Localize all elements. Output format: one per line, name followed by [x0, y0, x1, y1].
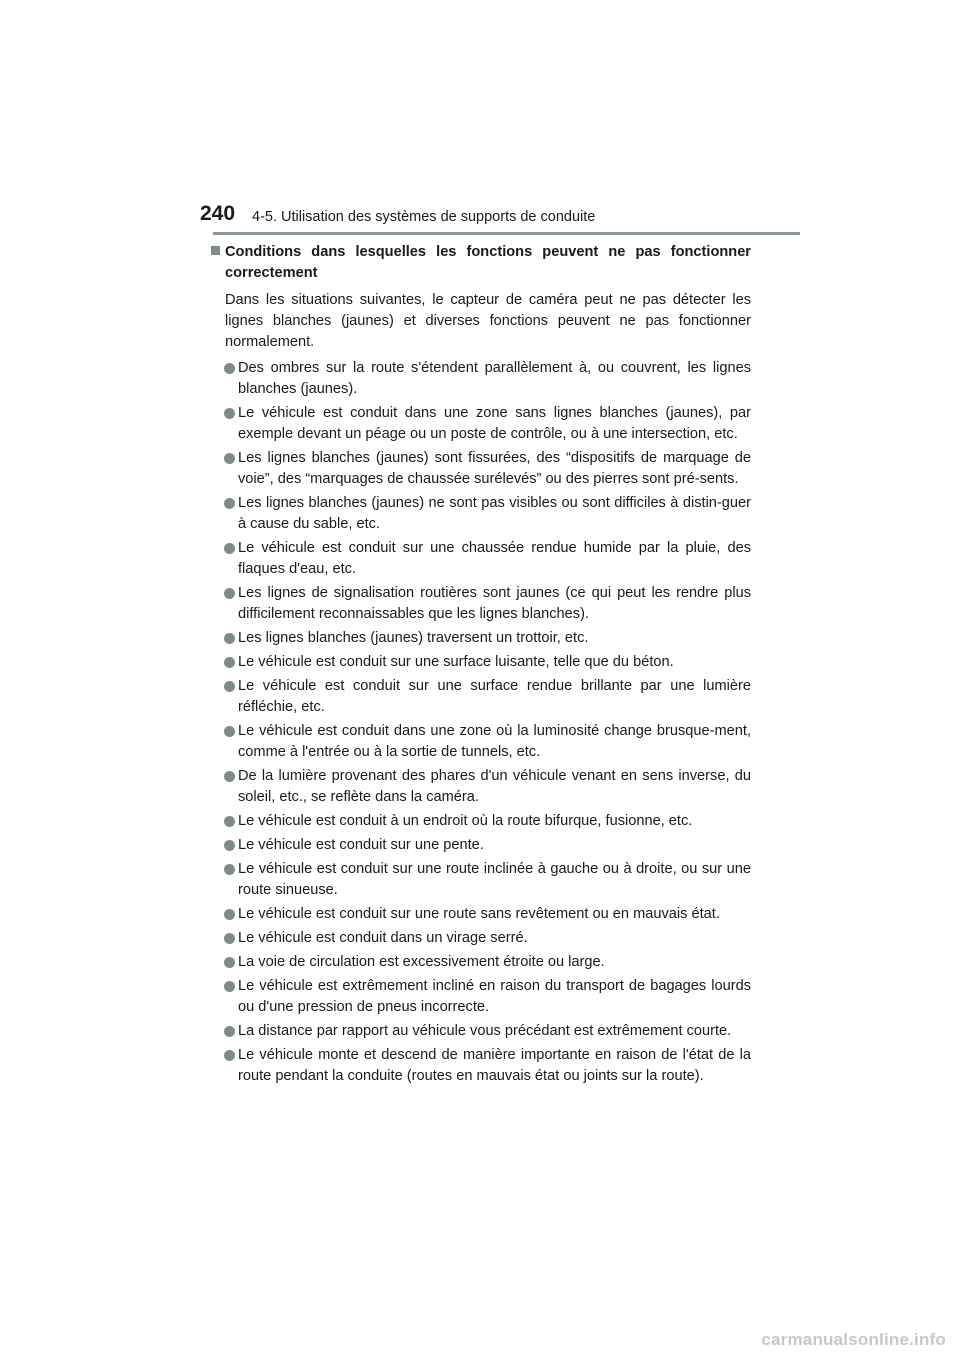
square-bullet-icon — [211, 246, 220, 255]
list-item-text: De la lumière provenant des phares d'un véhicule venant en sens inverse, du soleil, etc., se reflète dans la caméra. — [238, 768, 751, 805]
list-item — [211, 448, 751, 490]
bullet-dot-icon — [224, 1026, 235, 1037]
bullet-dot-icon — [224, 771, 235, 782]
intro-paragraph: Dans les situations suivantes, le capteur de caméra peut ne pas détecter les lignes blanches (jaunes) et diverses fonctions peuvent ne pas fonctionner normalement. — [225, 292, 751, 350]
list-item — [211, 493, 751, 535]
list-item — [211, 859, 751, 901]
bullet-dot-icon — [224, 543, 235, 554]
list-item — [211, 358, 751, 400]
list-item-text: Les lignes blanches (jaunes) traversent un trottoir, etc. — [238, 630, 589, 646]
list-item-text: Le véhicule est conduit à un endroit où la route bifurque, fusionne, etc. — [238, 813, 693, 829]
bullet-dot-icon — [224, 816, 235, 827]
list-item — [211, 952, 751, 973]
list-item — [211, 1045, 751, 1087]
list-item-text: Des ombres sur la route s'étendent parallèlement à, ou couvrent, les lignes blanches (jaunes). — [238, 360, 751, 397]
list-item-text: Le véhicule est conduit dans une zone où la luminosité change brusque-ment, comme à l'entrée ou à la sortie de tunnels, etc. — [238, 723, 751, 760]
page-number: 240 — [200, 202, 236, 225]
bullet-dot-icon — [224, 933, 235, 944]
bullet-dot-icon — [224, 498, 235, 509]
bullet-dot-icon — [224, 726, 235, 737]
bullet-dot-icon — [224, 957, 235, 968]
conditions-list — [211, 358, 751, 1087]
list-item — [211, 1021, 751, 1042]
list-item — [211, 652, 751, 673]
list-item-text: Le véhicule est conduit sur une route inclinée à gauche ou à droite, ou sur une route sinueuse. — [238, 861, 751, 898]
list-item — [211, 766, 751, 808]
list-item — [211, 835, 751, 856]
bullet-dot-icon — [224, 633, 235, 644]
section-heading — [211, 242, 751, 284]
list-item — [211, 583, 751, 625]
list-item — [211, 538, 751, 580]
bullet-dot-icon — [224, 363, 235, 374]
bullet-dot-icon — [224, 981, 235, 992]
watermark: carmanualsonline.info — [761, 1330, 946, 1349]
bullet-dot-icon — [224, 408, 235, 419]
bullet-dot-icon — [224, 1050, 235, 1061]
bullet-dot-icon — [224, 453, 235, 464]
section-heading-text: Conditions dans lesquelles les fonctions peuvent ne pas fonctionner correctement — [225, 244, 751, 281]
bullet-dot-icon — [224, 840, 235, 851]
list-item — [211, 928, 751, 949]
list-item — [211, 676, 751, 718]
bullet-dot-icon — [224, 864, 235, 875]
list-item-text: La distance par rapport au véhicule vous précédant est extrêmement courte. — [238, 1023, 732, 1039]
list-item-text: Les lignes blanches (jaunes) ne sont pas visibles ou sont difficiles à distin-guer à cause du sable, etc. — [238, 495, 751, 532]
list-item-text: Le véhicule est conduit sur une surface rendue brillante par une lumière réfléchie, etc. — [238, 678, 751, 715]
bullet-dot-icon — [224, 588, 235, 599]
list-item — [211, 811, 751, 832]
bullet-dot-icon — [224, 681, 235, 692]
page-header — [0, 0, 960, 240]
list-item — [211, 403, 751, 445]
list-item-text: La voie de circulation est excessivement étroite ou large. — [238, 954, 605, 970]
list-item-text: Les lignes blanches (jaunes) sont fissurées, des “dispositifs de marquage de voie”, des “marquages de chaussée surélevés” ou des pierres sont pré-sents. — [238, 450, 751, 487]
list-item — [211, 904, 751, 925]
list-item-text: Le véhicule est conduit dans une zone sans lignes blanches (jaunes), par exemple devant un péage ou un poste de contrôle, ou à une intersection, etc. — [238, 405, 751, 442]
list-item-text: Les lignes de signalisation routières sont jaunes (ce qui peut les rendre plus difficilement reconnaissables que les lignes blanches). — [238, 585, 751, 622]
list-item-text: Le véhicule est conduit sur une surface luisante, telle que du béton. — [238, 654, 674, 670]
list-item — [211, 628, 751, 649]
bullet-dot-icon — [224, 657, 235, 668]
section-title: 4-5. Utilisation des systèmes de supports de conduite — [252, 209, 596, 225]
list-item — [211, 976, 751, 1018]
bullet-dot-icon — [224, 909, 235, 920]
header-divider — [213, 232, 800, 235]
list-item-text: Le véhicule est extrêmement incliné en raison du transport de bagages lourds ou d'une pression de pneus incorrecte. — [238, 978, 751, 1015]
list-item — [211, 721, 751, 763]
list-item-text: Le véhicule est conduit dans un virage serré. — [238, 930, 528, 946]
list-item-text: Le véhicule est conduit sur une chaussée rendue humide par la pluie, des flaques d'eau, etc. — [238, 540, 751, 577]
list-item-text: Le véhicule monte et descend de manière importante en raison de l'état de la route pendant la conduite (routes en mauvais état ou joints sur la route). — [238, 1047, 751, 1084]
list-item-text: Le véhicule est conduit sur une pente. — [238, 837, 484, 853]
main-content — [211, 242, 751, 1090]
list-item-text: Le véhicule est conduit sur une route sans revêtement ou en mauvais état. — [238, 906, 720, 922]
